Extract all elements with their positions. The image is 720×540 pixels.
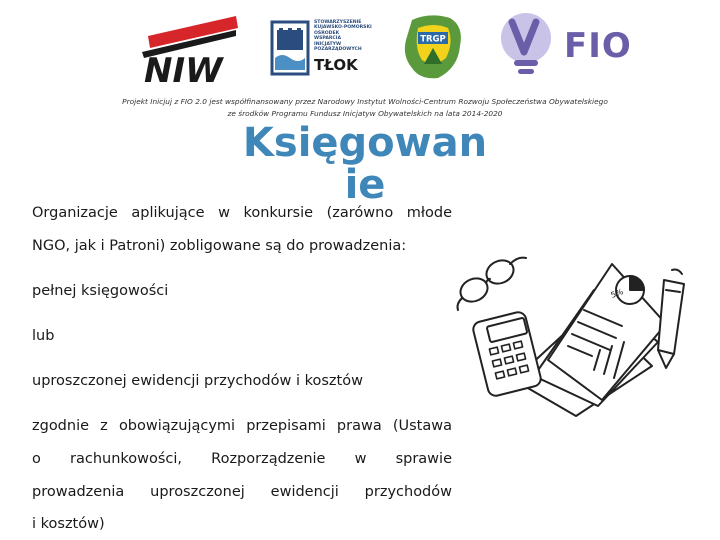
paragraph-line: o rachunkowości, Rozporządzenie w sprawie [32, 451, 452, 467]
logo-bar [0, 0, 720, 95]
glasses-icon [457, 256, 526, 310]
tlok-line: STOWARZYSZENIE [314, 20, 362, 25]
paragraph-line: NGO, jak i Patroni) zobligowane są do prowadzenia: [32, 238, 407, 254]
niw-logo [118, 8, 248, 88]
tlok-name: TŁOK [314, 56, 358, 74]
fio-mark-icon [498, 8, 558, 82]
list-item-simplified-records: uproszczonej ewidencji przychodów i kosztów [32, 373, 363, 389]
tlok-logo [270, 18, 380, 80]
fio-logo-text: FIO [564, 26, 632, 66]
page-title [230, 122, 500, 206]
fio-logo [498, 8, 632, 82]
tlok-line: WSPARCIA [314, 36, 342, 42]
title-line: ie [344, 162, 386, 208]
tlok-line: POZARZĄDOWYCH [314, 47, 362, 53]
pen-icon [658, 270, 684, 369]
list-item-full-accounting: pełnej księgowości [32, 283, 169, 299]
tlok-line: KUJAWSKO-POMORSKI [314, 25, 372, 31]
project-note-line: Projekt Inicjuj z FIO 2.0 jest współfinansowany przez Narodowy Instytut Wolności-Centrum Rozwoju Społeczeństwa Obywatelskiego [122, 97, 608, 106]
tlok-line: INICJATYW [314, 41, 342, 47]
paragraph-line: i kosztów) [32, 516, 105, 532]
paragraph-line: Organizacje aplikujące w konkursie (zarówno młode [32, 205, 452, 221]
trgp-logo [400, 12, 466, 82]
trgp-logo-text: TRGP [420, 34, 446, 45]
project-note-line: ze środków Programu Fundusz Inicjatyw Obywatelskich na lata 2014-2020 [227, 109, 503, 118]
project-funding-note [100, 96, 630, 120]
calculator-icon [472, 311, 543, 398]
tlok-castle-icon [270, 20, 310, 76]
paragraph-line: prowadzenia uproszczonej ewidencji przychodów [32, 484, 452, 500]
list-item-or: lub [32, 328, 55, 344]
paragraph-line: zgodnie z obowiązującymi przepisami prawa (Ustawa [32, 418, 452, 434]
accounting-illustration [452, 250, 688, 420]
title-line: Księgowan [242, 120, 488, 166]
niw-logo-text: NIW [144, 51, 223, 88]
tlok-line: OŚRODEK [314, 30, 340, 36]
pie-chart-label: 5% [609, 287, 625, 300]
